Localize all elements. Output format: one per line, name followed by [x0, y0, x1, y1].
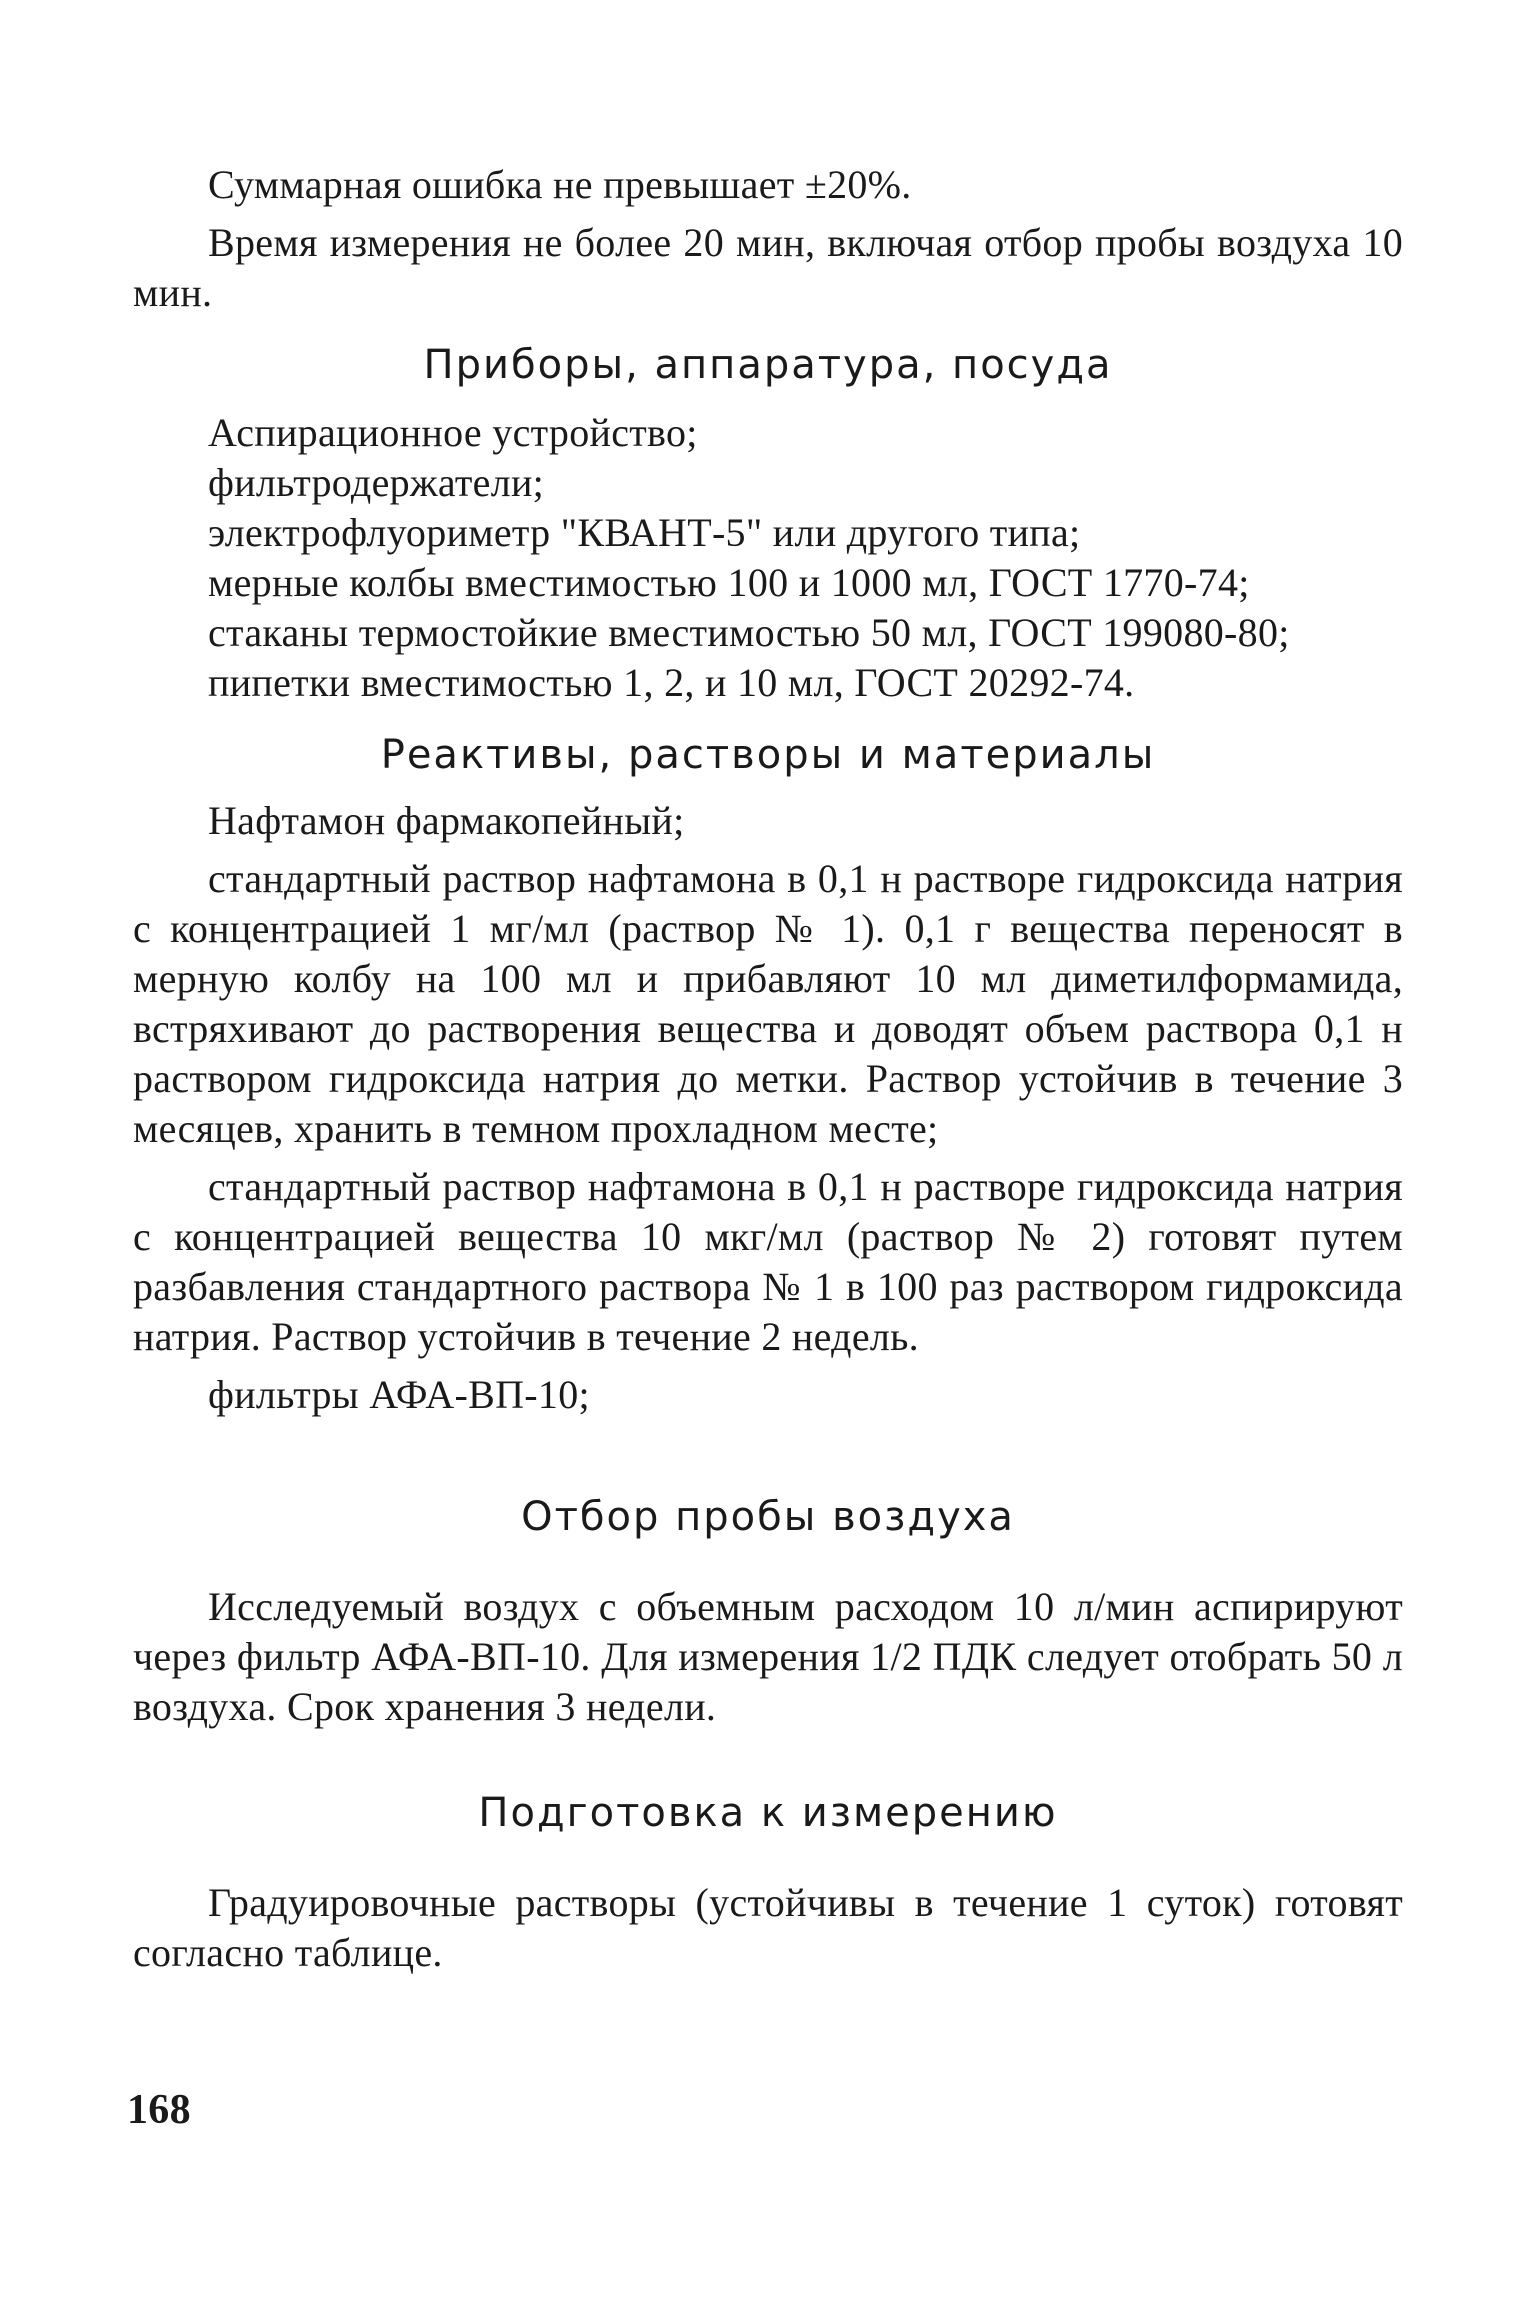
list-item: Аспирационное устройство;: [208, 410, 698, 455]
page-number: 168: [127, 2087, 191, 2133]
error-line: Суммарная ошибка не превышает ±20%.: [208, 162, 912, 207]
reagent-paragraph: Нафтамон фармакопейный;: [208, 798, 685, 843]
sampling-paragraph: Исследуемый воздух с объемным расходом 10 л/мин аспирируют через фильтр АФА-ВП-10. Для измерения 1/2 ПДК следует отобрать 50 л воздуха. Срок хранения 3 недели.: [133, 1584, 1403, 1729]
list-item: фильтродержатели;: [208, 460, 545, 505]
list-item: стаканы термостойкие вместимостью 50 мл, ГОСТ 199080-80;: [208, 610, 1290, 655]
section-title-instruments: Приборы, аппаратура, посуда: [423, 342, 1113, 388]
reagent-paragraph: стандартный раствор нафтамона в 0,1 н растворе гидроксида натрия с концентрацией вещества 10 мкг/мл (раствор № 2) готовят путем разбавления стандартного раствора № 1 в 100 раз раствором гидроксида натрия. Раствор устойчив в течение 2 недель.: [133, 1164, 1403, 1359]
section-title-preparation: Подготовка к измерению: [478, 1790, 1058, 1836]
list-item: мерные колбы вместимостью 100 и 1000 мл, ГОСТ 1770-74;: [208, 560, 1250, 605]
list-item: электрофлуориметр "КВАНТ-5" или другого типа;: [208, 510, 1081, 555]
preparation-paragraph: Градуировочные растворы (устойчивы в течение 1 суток) готовят согласно таблице.: [133, 1880, 1403, 1975]
page-body: [133, 160, 1403, 1978]
section-title-sampling: Отбор пробы воздуха: [521, 1494, 1015, 1540]
section-title-reagents: Реактивы, растворы и материалы: [380, 732, 1156, 778]
reagent-paragraph: стандартный раствор нафтамона в 0,1 н растворе гидроксида натрия с концентрацией 1 мг/мл (раствор № 1). 0,1 г вещества переносят в мерную колбу на 100 мл и прибавляют 10 мл диметилформамида, встряхивают до растворения вещества и доводят объем раствора 0,1 н раствором гидроксида натрия до метки. Раствор устойчив в течение 3 месяцев, хранить в темном прохладном месте;: [133, 856, 1403, 1151]
reagent-paragraph: фильтры АФА-ВП-10;: [208, 1372, 590, 1417]
time-line: Время измерения не более 20 мин, включая отбор пробы воздуха 10 мин.: [133, 220, 1403, 315]
list-item: пипетки вместимостью 1, 2, и 10 мл, ГОСТ 20292-74.: [208, 660, 1135, 705]
